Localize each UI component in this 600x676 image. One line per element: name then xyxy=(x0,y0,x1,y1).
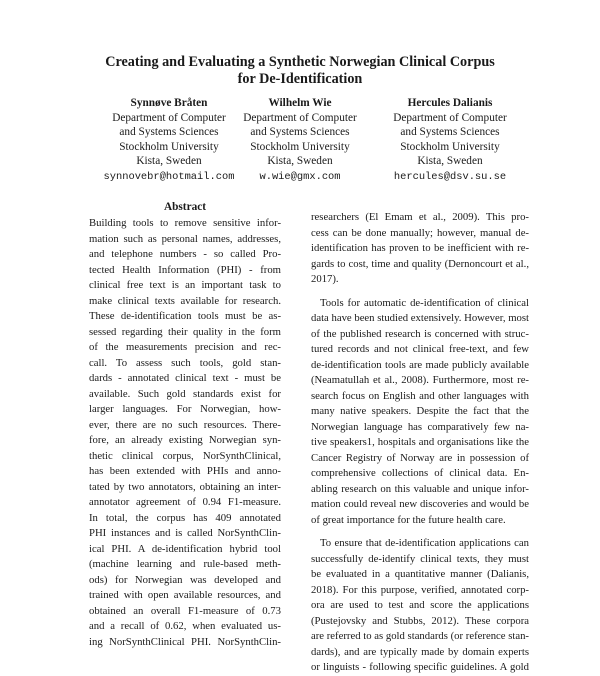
author-univ: Stockholm University xyxy=(250,140,350,153)
author-city: Kista, Sweden xyxy=(417,155,483,168)
text-line: annotator agreement of 0.94 F1-measure. xyxy=(89,496,281,508)
intro-column xyxy=(311,210,529,676)
text-line: dards), and are typically made by domain experts xyxy=(311,645,529,658)
abstract-column xyxy=(89,201,281,650)
author-email[interactable]: w.wie@gmx.com xyxy=(259,170,341,183)
text-line: make clinical texts available for research. xyxy=(89,294,281,307)
text-line: PHI instances and is called NorSynthClin- xyxy=(89,527,281,539)
text-line: search focus on English and other languages with xyxy=(311,389,529,402)
text-line: of the published research is concerned with struc- xyxy=(311,327,529,340)
author-dept: and Systems Sciences xyxy=(250,126,350,139)
author-dept: Department of Computer xyxy=(393,111,507,124)
author-dept: and Systems Sciences xyxy=(119,126,219,139)
paper-title xyxy=(60,54,540,88)
text-line: of the measurements precision and rec- xyxy=(89,341,281,353)
text-line: (Pustejovsky and Stubbs, 2012). These corpora xyxy=(311,614,529,627)
text-line: available. Such gold standards exist for xyxy=(89,387,281,400)
text-line: or linguists - following specific guidelines. A gold xyxy=(311,661,529,673)
abstract-body xyxy=(89,216,281,650)
text-line: Tools for automatic de-identification of clinical xyxy=(320,296,529,309)
text-line: tected Health Information (PHI) - from xyxy=(89,263,281,276)
paragraph-1 xyxy=(311,210,529,288)
text-line: thetic clinical corpus, NorSynthClinical, xyxy=(89,449,281,462)
text-line: trained with open available resources, and xyxy=(89,589,281,601)
text-line: data have been studied extensively. However, most xyxy=(311,312,529,324)
author-dept: and Systems Sciences xyxy=(400,126,500,139)
author-city: Kista, Sweden xyxy=(136,155,202,168)
text-line: ever, there are no such resources. There- xyxy=(89,418,281,431)
text-line: tive speakers1, hospitals and organisations like the xyxy=(311,436,529,448)
text-line: tated by two annotators, obtaining an inter- xyxy=(89,480,281,493)
author-name: Wilhelm Wie xyxy=(268,97,332,109)
text-line: comprehensive collections of clinical data. En- xyxy=(311,467,529,479)
author-univ: Stockholm University xyxy=(119,140,219,153)
text-line: clinical free text is an important task to xyxy=(89,279,281,291)
text-line: call. To assess such tools, gold stan- xyxy=(89,356,281,369)
text-line: has been extended with PHIs and anno- xyxy=(89,465,281,477)
text-line: To ensure that de-identification applications can xyxy=(320,537,529,549)
paragraph-2 xyxy=(311,296,529,529)
text-line: ods) for Norwegian was developed and xyxy=(89,573,281,586)
author-email[interactable]: hercules@dsv.su.se xyxy=(393,170,507,183)
text-line: (machine learning and rule-based meth- xyxy=(89,558,281,570)
text-line: 2018). For this purpose, verified, annotated corp- xyxy=(311,583,529,596)
author-name: Hercules Dalianis xyxy=(407,97,493,109)
text-line: ical PHI. A de-identification hybrid tool xyxy=(89,542,281,555)
text-line: ora are used to test and score the applications xyxy=(311,599,529,611)
text-line: In total, the corpus has 409 annotated xyxy=(89,511,281,524)
text-line: tured records and not clinical free-text, and few xyxy=(311,343,529,355)
text-line: be evaluated in a quantitative manner (Dalianis, xyxy=(311,568,529,580)
text-line: are referred to as gold standards (or reference stan- xyxy=(311,630,529,642)
text-line: Cancer Registry of Norway are in possession of xyxy=(311,451,529,464)
title-line-1: Creating and Evaluating a Synthetic Norwegian Clinical Corpus xyxy=(105,54,495,70)
text-line: successfully de-identify clinical texts, they must xyxy=(311,552,529,565)
text-line: These de-identification tools must be as- xyxy=(89,310,281,322)
author-dept: Department of Computer xyxy=(112,111,226,124)
text-line: sessed regarding their quality in the form xyxy=(89,325,281,338)
text-line: fore, an already existing Norwegian syn- xyxy=(89,434,281,446)
text-line: many native speakers. Despite the fact that the xyxy=(311,405,529,417)
text-line: abling research on this valuable and unique infor- xyxy=(311,482,529,495)
author-2 xyxy=(215,96,385,185)
text-line: (Neamatullah et al., 2008). Furthermore, most re- xyxy=(311,374,529,386)
text-line: of great importance for the future health care. xyxy=(311,513,506,526)
text-line: and a recall of 0.62, when evaluated us- xyxy=(89,620,281,632)
text-line: mation such as personal names, addresses, xyxy=(89,232,281,245)
author-dept: Department of Computer xyxy=(243,111,357,124)
text-line: cess can be done manually; however, manual de- xyxy=(311,226,529,239)
text-line: de-identification tools are made publicly available xyxy=(311,358,529,371)
paragraph-3 xyxy=(311,536,529,676)
text-line: identification has proven to be inefficient with re- xyxy=(311,242,529,254)
author-name: Synnøve Bråten xyxy=(130,97,208,109)
text-line: Norwegian language has comparatively few na- xyxy=(311,420,529,433)
text-line: obtained an overall F1-measure of 0.73 xyxy=(89,604,281,617)
text-line: and telephone numbers - so called Pro- xyxy=(89,248,281,260)
text-line: researchers (El Emam et al., 2009). This pro- xyxy=(311,211,529,223)
author-3 xyxy=(365,96,535,185)
title-line-2: for De-Identification xyxy=(237,71,363,87)
text-line: 2017). xyxy=(311,273,339,285)
text-line: mation could reveal new discoveries and would be xyxy=(311,498,529,510)
text-line: Building tools to remove sensitive infor- xyxy=(89,217,281,229)
author-city: Kista, Sweden xyxy=(267,155,333,168)
text-line: dards - annotated clinical text - must be xyxy=(89,372,281,384)
abstract-heading: Abstract xyxy=(163,201,207,213)
author-univ: Stockholm University xyxy=(400,140,500,153)
text-line: ing NorSynthClinical PHI. NorSynthClin- xyxy=(89,635,281,648)
author-email[interactable]: synnovebr@hotmail.com xyxy=(103,170,235,183)
text-line: larger languages. For Norwegian, how- xyxy=(89,403,281,415)
text-line: gards to cost, time and quality (Dernoncourt et al., xyxy=(311,257,529,270)
